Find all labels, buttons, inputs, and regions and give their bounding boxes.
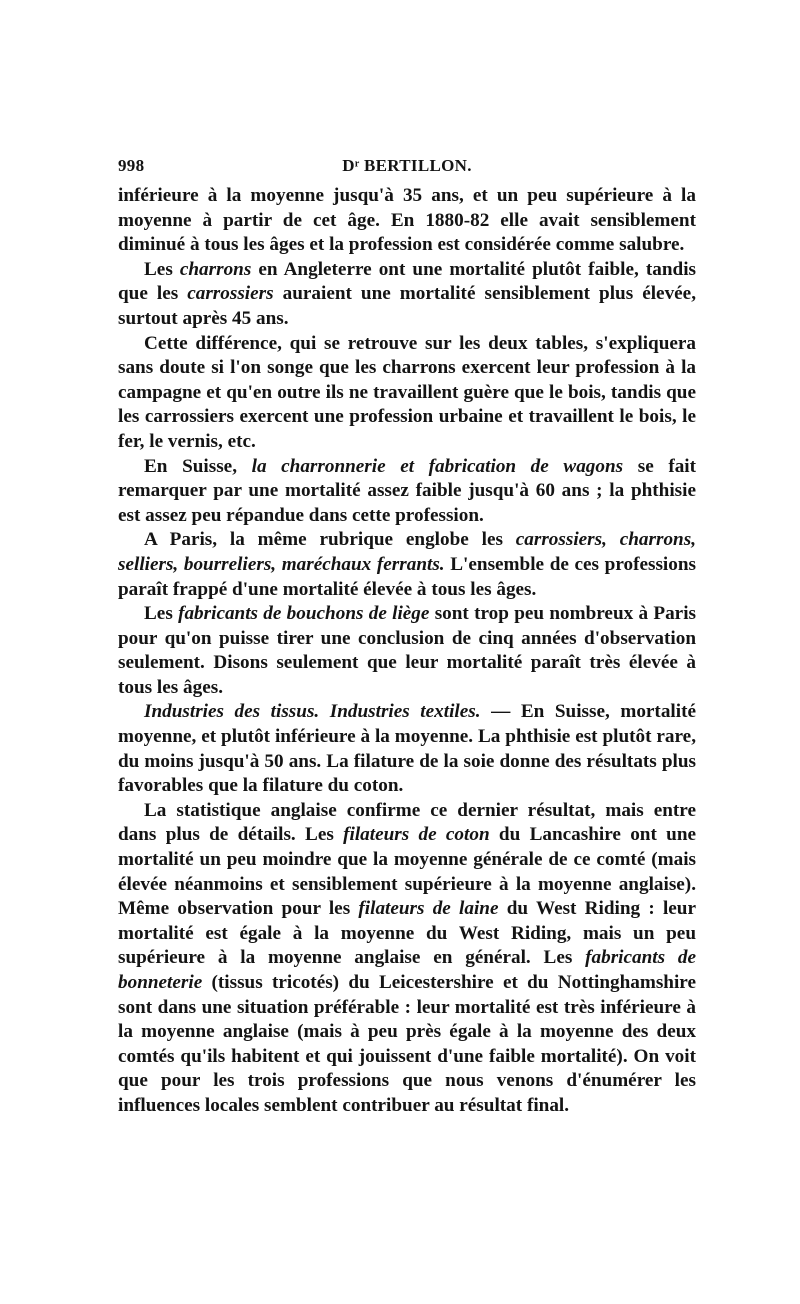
text-run: Cette différence, qui se retrouve sur les deux tables, s'expliquera sans doute si l'on songe que les charrons exercent leur profession à la campagne et qu'en outre ils ne travaillent guère que le bois, tandis que les carrossiers exercent une profession urbaine et travaillent le bois, le fer, le vernis, etc. bbox=[118, 332, 696, 452]
text-run: L'ensemble de ces professions paraît frappé d'une mortalité élevée à tous les âges. bbox=[118, 553, 696, 600]
italic-text: carrossiers, charrons, selliers, bourreliers, maréchaux ferrants. bbox=[118, 529, 696, 575]
text-run: se fait remarquer par une mortalité assez faible jusqu'à 60 ans ; la phthisie est assez peu répandue dans cette profession. bbox=[118, 455, 697, 526]
running-head: Dʳ BERTILLON. bbox=[342, 156, 472, 175]
text-run: Les bbox=[144, 258, 180, 280]
paragraph bbox=[118, 799, 696, 1119]
paragraph bbox=[118, 184, 696, 258]
text-run: A Paris, la même rubrique englobe les bbox=[144, 529, 516, 551]
text-run: auraient une mortalité sensiblement plus élevée, surtout après 45 ans. bbox=[118, 283, 696, 329]
paragraph bbox=[118, 258, 696, 332]
paragraph bbox=[118, 602, 696, 700]
paragraph bbox=[118, 700, 696, 798]
paragraph bbox=[118, 332, 696, 455]
text-run: du Lancashire ont une mortalité un peu moindre que la moyenne générale de ce comté (mais élevée néanmoins et sensiblement supérieure à la moyenne anglaise). Même observation pour les bbox=[118, 824, 697, 920]
paragraph bbox=[118, 528, 696, 602]
italic-text: carrossiers bbox=[187, 283, 274, 305]
italic-text: filateurs de coton bbox=[343, 824, 490, 846]
text-run: sont trop peu nombreux à Paris pour qu'on puisse tirer une conclusion de cinq années d'observation seulement. Disons seulement que leur mortalité paraît très élevée à tous les âges. bbox=[118, 603, 696, 698]
page-number: 998 bbox=[118, 156, 145, 175]
text-run: La statistique anglaise confirme ce dernier résultat, mais entre dans plus de détails. Les bbox=[118, 799, 696, 846]
page-header bbox=[118, 156, 696, 184]
italic-text: fabricants de bonneterie bbox=[118, 947, 696, 993]
text-run: Les bbox=[144, 603, 179, 625]
text-run: — En Suisse, mortalité moyenne, et plutôt inférieure à la moyenne. La phthisie est plutôt rare, du moins jusqu'à 50 ans. La filature de la soie donne des résultats plus favorables que la filature du coton. bbox=[118, 701, 696, 797]
text-run: en Angleterre ont une mortalité plutôt faible, tandis que les bbox=[118, 258, 697, 305]
italic-text: la charronnerie et fabrication de wagons bbox=[251, 455, 624, 477]
italic-text: filateurs de laine bbox=[358, 898, 499, 920]
body-text bbox=[118, 184, 696, 1119]
text-run: (tissus tricotés) du Leicestershire et du Nottinghamshire sont dans une situation préférable : leur mortalité est très inférieure à la moyenne anglaise (mais à peu près égale à la moyenne des deux comtés qu'ils habitent et qui jouissent d'une faible mortalité). On voit que pour les trois professions que nous venons d'énumérer les influences locales semblent contribuer au résultat final. bbox=[118, 972, 696, 1116]
italic-text: charrons bbox=[179, 258, 252, 280]
text-run: du West Riding : leur mortalité est égale à la moyenne du West Riding, mais un peu supérieure à la moyenne anglaise en général. Les bbox=[118, 898, 696, 969]
italic-text: fabricants de bouchons de liège bbox=[178, 603, 430, 625]
italic-text: Industries des tissus. Industries textiles. bbox=[144, 701, 481, 723]
text-run: En Suisse, bbox=[144, 455, 252, 477]
text-run: inférieure à la moyenne jusqu'à 35 ans, et un peu supérieure à la moyenne à partir de cet âge. En 1880-82 elle avait sensiblement diminué à tous les âges et la profession est considérée comme salubre. bbox=[118, 185, 696, 256]
paragraph bbox=[118, 455, 696, 529]
